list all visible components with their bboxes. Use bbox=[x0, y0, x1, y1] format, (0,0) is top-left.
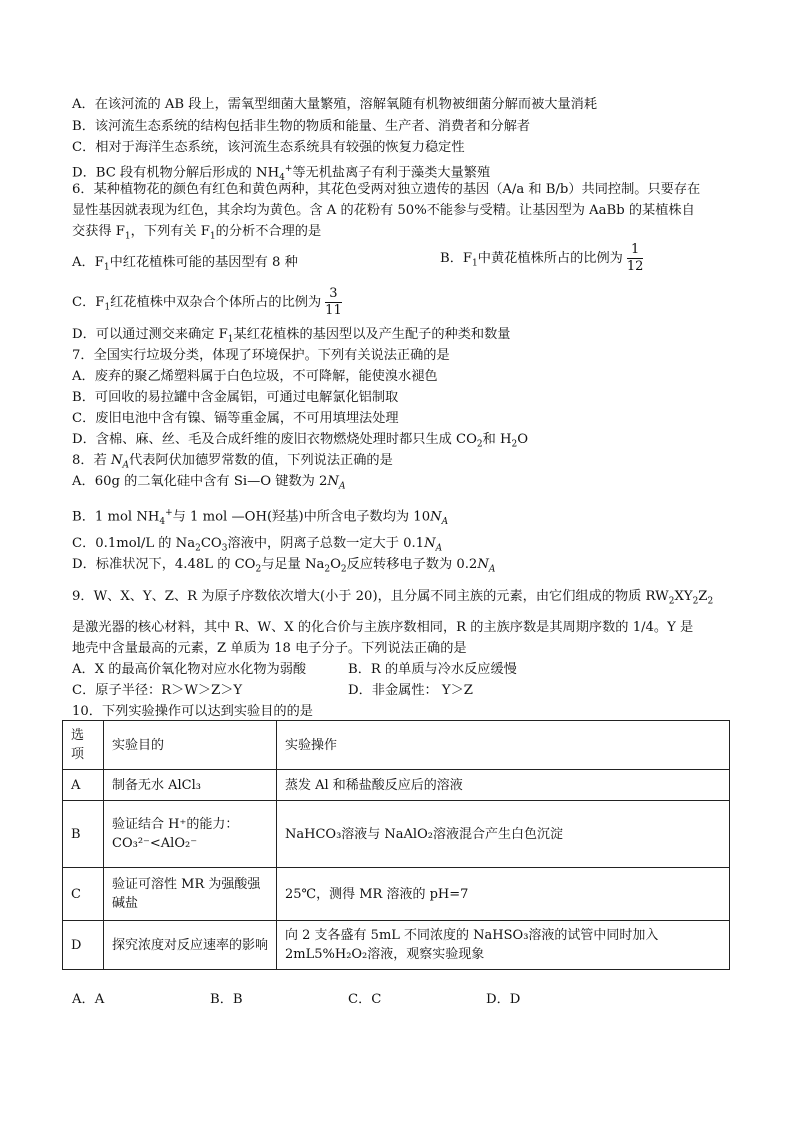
q9-stem-line1: 9．W、X、Y、Z、R 为原子序数依次增大(小于 20)，且分属不同主族的元素，由它们组成的物质 $RW_2XY_2Z_2$ bbox=[72, 589, 714, 607]
q7-option-a: A．废弃的聚乙烯塑料属于白色垃圾，不可降解，能使溴水褪色 bbox=[72, 369, 438, 384]
row-option: B bbox=[63, 801, 104, 868]
answer-b: B．B bbox=[210, 992, 243, 1007]
header-goal: 实验目的 bbox=[104, 721, 277, 770]
row-option: C bbox=[63, 868, 104, 921]
q9-option-c: C．原子半径：R＞W＞Z＞Y bbox=[72, 683, 243, 698]
q8-option-b: B．1 mol $NH_4^+$与 1 mol —OH(羟基)中所含电子数均为 $10N_A$ bbox=[72, 508, 449, 528]
q5-option-b: B．该河流生态系统的结构包括非生物的物质和能量、生产者、消费者和分解者 bbox=[72, 119, 531, 134]
q9-option-d: D．非金属性： Y＞Z bbox=[348, 683, 473, 698]
row-goal: 验证结合 H⁺的能力：CO₃²⁻<AlO₂⁻ bbox=[104, 801, 277, 868]
q6-stem-line3: 交获得 $F_1$，下列有关 $F_1$的分析不合理的是 bbox=[72, 224, 322, 242]
q9-stem-line2: 是激光器的核心材料，其中 R、W、X 的化合价与主族序数相同，R 的主族序数是其周期序数的 1/4。Y 是 bbox=[72, 620, 694, 635]
row-operation: 向 2 支各盛有 5mL 不同浓度的 NaHSO₃溶液的试管中同时加入 2mL5%H₂O₂溶液，观察实验现象 bbox=[277, 921, 730, 970]
q6-stem-line2: 显性基因就表现为红色，其余均为黄色。含 A 的花粉有 50%不能参与受精。让基因型为 AaBb 的某植株自 bbox=[72, 203, 695, 218]
q7-option-d: D．含棉、麻、丝、毛及合成纤维的废旧衣物燃烧处理时都只生成 $CO_2$和 $H_2O$ bbox=[72, 432, 529, 450]
table-row bbox=[63, 770, 730, 801]
q6-option-d: D．可以通过测交来确定 $F_1$某红花植株的基因型以及产生配子的种类和数量 bbox=[72, 327, 511, 345]
q6-option-c: C．$F_1$红花植株中双杂合个体所占的比例为 $\frac{3}{11}$ bbox=[72, 286, 342, 318]
row-operation: 25℃，测得 MR 溶液的 pH=7 bbox=[277, 868, 730, 921]
row-operation: NaHCO₃溶液与 NaAlO₂溶液混合产生白色沉淀 bbox=[277, 801, 730, 868]
q9-option-a: A．X 的最高价氧化物对应水化物为弱酸 bbox=[72, 662, 307, 677]
row-goal: 探究浓度对反应速率的影响 bbox=[104, 921, 277, 970]
q8-option-a: A．60g 的二氧化硅中含有 Si—O 键数为 $2N_A$ bbox=[72, 474, 346, 492]
fraction: $\frac{1}{12}$ bbox=[626, 242, 644, 274]
q8-option-c: C．0.1mol/L 的 $Na_2CO_3$溶液中，阴离子总数一定大于 $0.1N_A$ bbox=[72, 536, 443, 554]
q5-option-c: C．相对于海洋生态系统，该河流生态系统具有较强的恢复力稳定性 bbox=[72, 140, 465, 155]
answer-a: A．A bbox=[72, 992, 105, 1007]
q7-stem: 7．全国实行垃圾分类，体现了环境保护。下列有关说法正确的是 bbox=[72, 348, 450, 363]
q6-option-a: A．$F_1$中红花植株可能的基因型有 8 种 bbox=[72, 255, 298, 273]
answer-d: D．D bbox=[486, 992, 521, 1007]
q9-option-b: B．R 的单质与冷水反应缓慢 bbox=[348, 662, 517, 677]
q8-option-d: D．标准状况下，4.48L 的 $CO_2$与足量 $Na_2O_2$反应转移电子数为 $0.2N_A$ bbox=[72, 557, 496, 575]
row-goal: 制备无水 AlCl₃ bbox=[104, 770, 277, 801]
header-option: 选项 bbox=[63, 721, 104, 770]
answer-c: C．C bbox=[348, 992, 382, 1007]
row-goal: 验证可溶性 MR 为强酸强碱盐 bbox=[104, 868, 277, 921]
q7-option-b: B．可回收的易拉罐中含金属铝，可通过电解氯化铝制取 bbox=[72, 390, 399, 405]
header-operation: 实验操作 bbox=[277, 721, 730, 770]
q6-option-b: B．$F_1$中黄花植株所占的比例为 $\frac{1}{12}$ bbox=[440, 242, 644, 274]
row-operation: 蒸发 Al 和稀盐酸反应后的溶液 bbox=[277, 770, 730, 801]
row-option: A bbox=[63, 770, 104, 801]
table-row bbox=[63, 868, 730, 921]
experiment-table bbox=[62, 720, 730, 970]
q7-option-c: C．废旧电池中含有镍、镉等重金属，不可用填埋法处理 bbox=[72, 411, 399, 426]
q8-stem: 8．若 $N_A$代表阿伏加德罗常数的值，下列说法正确的是 bbox=[72, 453, 393, 471]
table-row bbox=[63, 801, 730, 868]
q10-stem: 10．下列实验操作可以达到实验目的的是 bbox=[72, 704, 313, 719]
q5-option-a: A．在该河流的 AB 段上，需氧型细菌大量繁殖，溶解氧随有机物被细菌分解而被大量消耗 bbox=[72, 97, 598, 112]
q9-stem-line3: 地壳中含量最高的元素，Z 单质为 18 电子分子。下列说法正确的是 bbox=[72, 641, 467, 656]
row-option: D bbox=[63, 921, 104, 970]
q6-stem-line1: 6．某种植物花的颜色有红色和黄色两种，其花色受两对独立遗传的基因（A/a 和 B/b）共同控制。只要存在 bbox=[72, 182, 701, 197]
q5-option-d: D．BC 段有机物分解后形成的 $NH_4^+$等无机盐离子有利于藻类大量繁殖 bbox=[72, 164, 491, 184]
fraction: $\frac{3}{11}$ bbox=[325, 286, 342, 318]
table-header-row bbox=[63, 721, 730, 770]
table-row bbox=[63, 921, 730, 970]
